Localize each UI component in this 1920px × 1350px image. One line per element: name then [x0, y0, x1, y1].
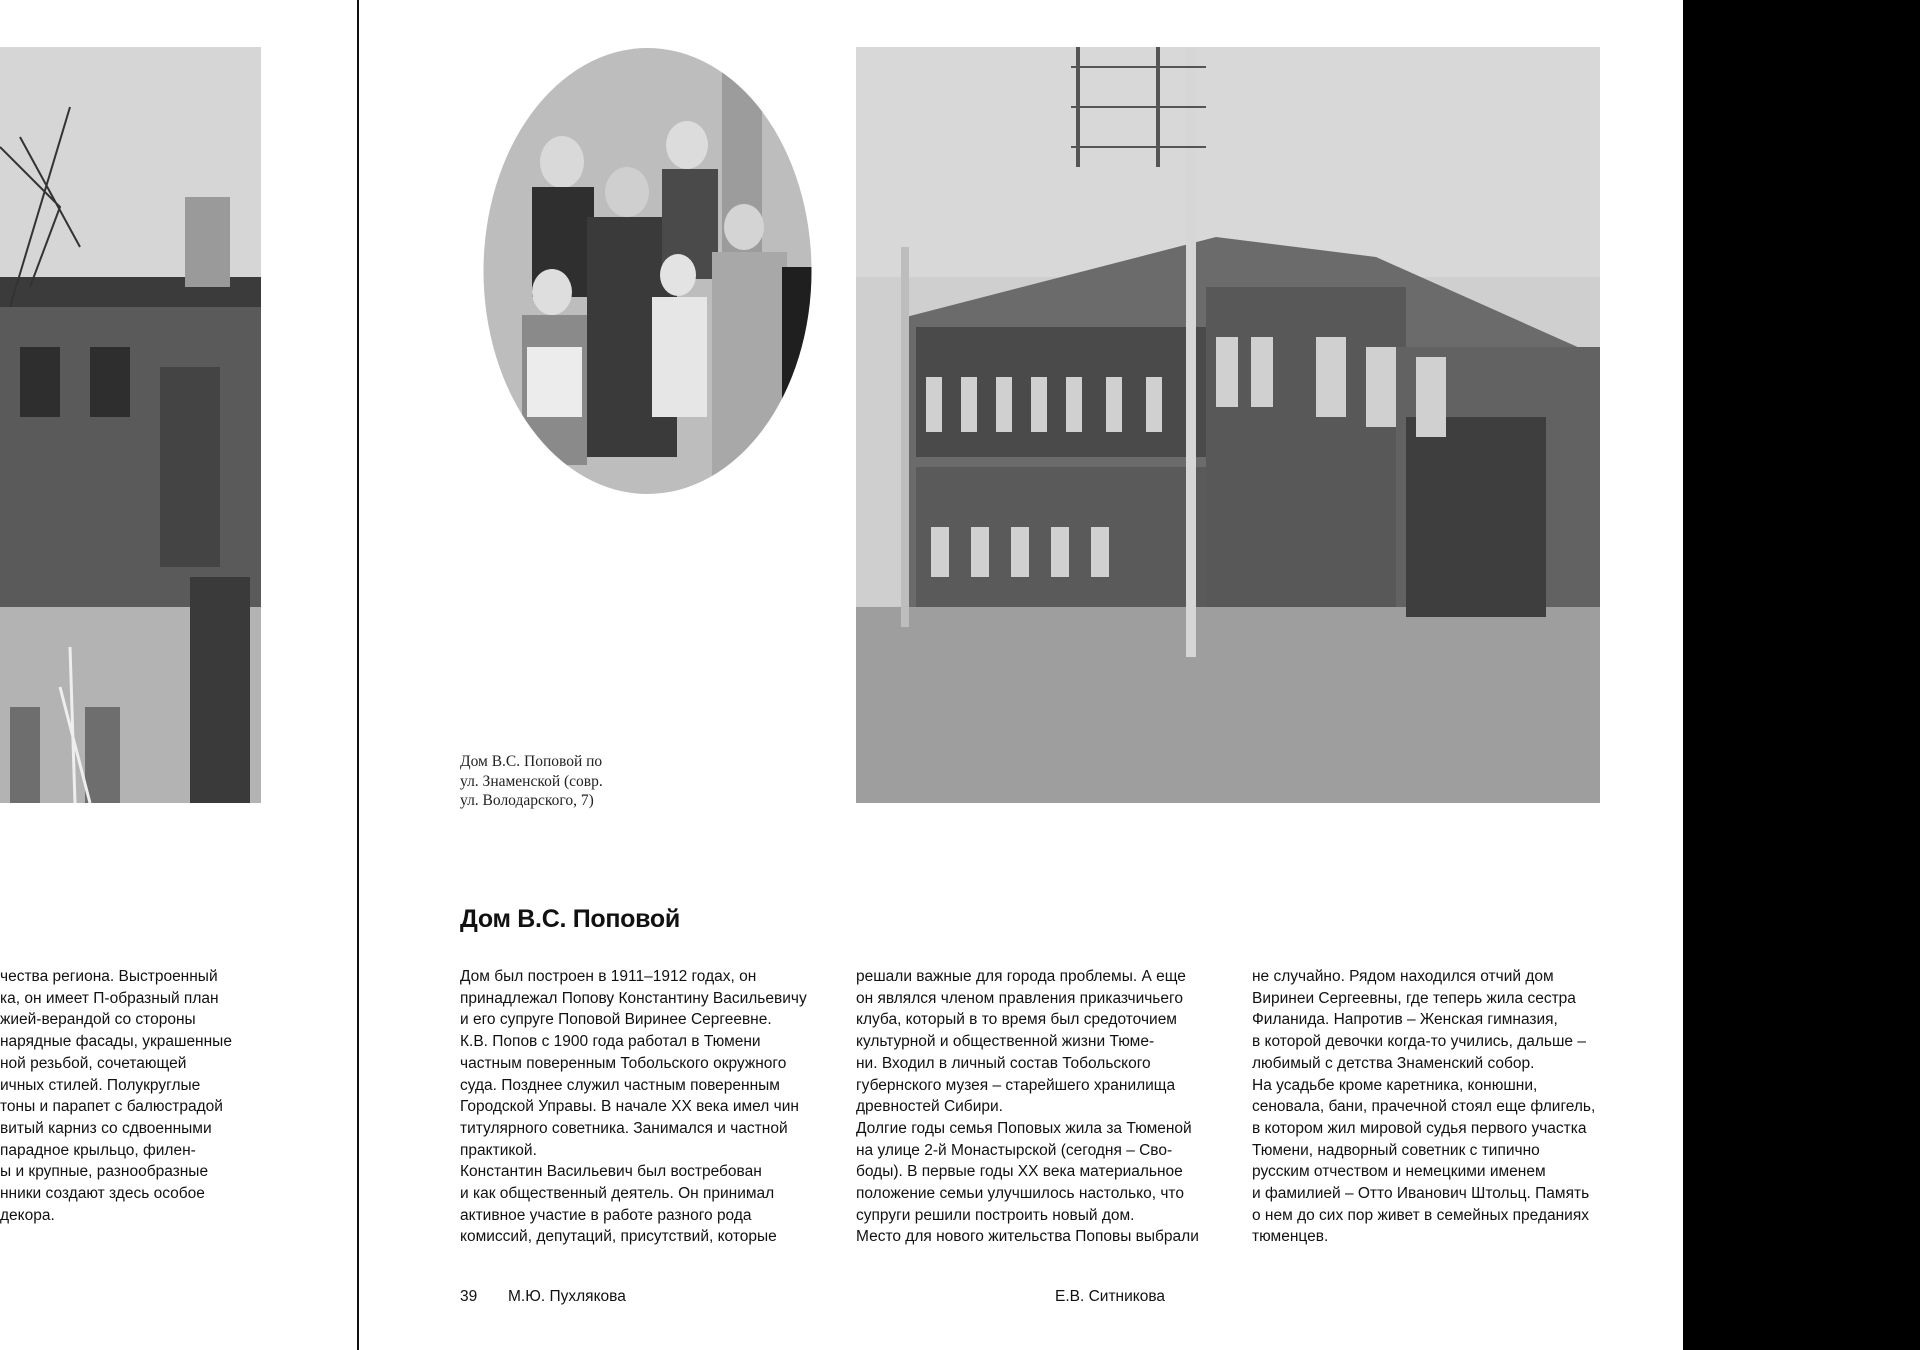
text-line: принадлежал Попову Константину Васильевичу [460, 989, 807, 1007]
text-line: нарядные фасады, украшенные [0, 1033, 232, 1051]
text-line: любимый с детства Знаменский собор. [1252, 1054, 1535, 1072]
text-line: ни. Входил в личный состав Тобольского [856, 1054, 1151, 1072]
text-line: о нем до сих пор живет в семейных преданиях [1252, 1206, 1589, 1224]
text-line: ичных стилей. Полукруглые [0, 1076, 201, 1094]
text-line: жией-верандой со стороны [0, 1011, 196, 1029]
text-line: Место для нового жительства Поповы выбрали [856, 1228, 1199, 1246]
text-line: древностей Сибири. [856, 1098, 1003, 1116]
footer-author-right: Е.В. Ситникова [1055, 1288, 1166, 1305]
page-spine [357, 0, 359, 1350]
text-line: ной резьбой, сочетающей [0, 1054, 187, 1072]
text-line: в которой девочки когда-то учились, дальше – [1252, 1033, 1586, 1051]
text-line: клуба, который в то время был средоточием [856, 1011, 1177, 1029]
text-column-3 [1252, 966, 1637, 1248]
text-line: На усадьбе кроме каретника, конюшни, [1252, 1076, 1538, 1094]
text-line: Дом был построен в 1911–1912 годах, он [460, 968, 757, 985]
text-column-1 [460, 966, 845, 1248]
text-line: Долгие годы семья Поповых жила за Тюменой [856, 1119, 1192, 1137]
house-photo [856, 47, 1600, 803]
text-line: в котором жил мировой судья первого участка [1252, 1119, 1587, 1137]
text-line: Тюмени, надворный советник с типично [1252, 1141, 1540, 1159]
text-line: и его супруге Поповой Виринее Сергеевне. [460, 1011, 772, 1029]
caption-line: ул. Володарского, 7) [460, 792, 594, 809]
text-line: частным поверенным Тобольского окружного [460, 1054, 787, 1072]
text-line: ка, он имеет П-образный план [0, 989, 219, 1007]
text-line: русским отчеством и немецкими именем [1252, 1163, 1546, 1181]
text-line: ы и крупные, разнообразные [0, 1163, 209, 1181]
text-line: культурной и общественной жизни Тюме- [856, 1033, 1155, 1051]
text-line: положение семьи улучшилось настолько, что [856, 1185, 1184, 1203]
text-line: активное участие в работе разного рода [460, 1206, 752, 1224]
text-column-2 [856, 966, 1241, 1248]
caption-line: ул. Знаменской (совр. [460, 772, 603, 790]
text-line: нники создают здесь особое [0, 1185, 205, 1203]
text-line: и фамилией – Отто Иванович Штольц. Память [1252, 1185, 1590, 1203]
text-line: практикой. [460, 1141, 537, 1159]
text-line: титулярного советника. Занимался и частной [460, 1119, 788, 1137]
text-line: Константин Васильевич был востребован [460, 1163, 762, 1181]
left-building-photo [0, 47, 261, 803]
text-line: комиссий, депутаций, присутствий, которые [460, 1228, 777, 1246]
text-line: Филанида. Напротив – Женская гимназия, [1252, 1011, 1558, 1029]
text-line: боды). В первые годы XX века материальное [856, 1163, 1183, 1181]
left-page-text [0, 966, 340, 1226]
text-line: и как общественный деятель. Он принимал [460, 1185, 775, 1203]
caption-line: Дом В.С. Поповой по [460, 753, 603, 770]
text-line: тоны и парапет с балюстрадой [0, 1098, 223, 1116]
text-line: губернского музея – старейшего хранилища [856, 1076, 1176, 1094]
text-line: парадное крыльцо, филен- [0, 1141, 196, 1159]
text-line: он являлся членом правления приказчичьего [856, 989, 1183, 1007]
outer-black-margin [1683, 0, 1920, 1350]
article-heading: Дом В.С. Поповой [460, 905, 680, 933]
text-line: решали важные для города проблемы. А еще [856, 968, 1186, 985]
text-line: тюменцев. [1252, 1228, 1329, 1246]
text-line: Виринеи Сергеевны, где теперь жила сестра [1252, 989, 1576, 1007]
text-line: Городской Управы. В начале XX века имел чин [460, 1098, 799, 1116]
text-line: К.В. Попов с 1900 года работал в Тюмени [460, 1033, 761, 1051]
photo-caption [460, 752, 660, 811]
text-line: не случайно. Рядом находился отчий дом [1252, 968, 1554, 985]
text-line: на улице 2-й Монастырской (сегодня – Сво- [856, 1141, 1173, 1159]
text-line: чества региона. Выстроенный [0, 968, 218, 985]
text-line: витый карниз со сдвоенными [0, 1119, 212, 1137]
footer-author-left: М.Ю. Пухлякова [508, 1288, 626, 1305]
family-portrait-photo [482, 47, 813, 495]
text-line: декора. [0, 1206, 55, 1224]
text-line: супруги решили построить новый дом. [856, 1206, 1135, 1224]
text-line: суда. Позднее служил частным поверенным [460, 1076, 780, 1094]
page-number: 39 [460, 1288, 478, 1305]
text-line: сеновала, бани, прачечной стоял еще флигель, [1252, 1098, 1596, 1116]
